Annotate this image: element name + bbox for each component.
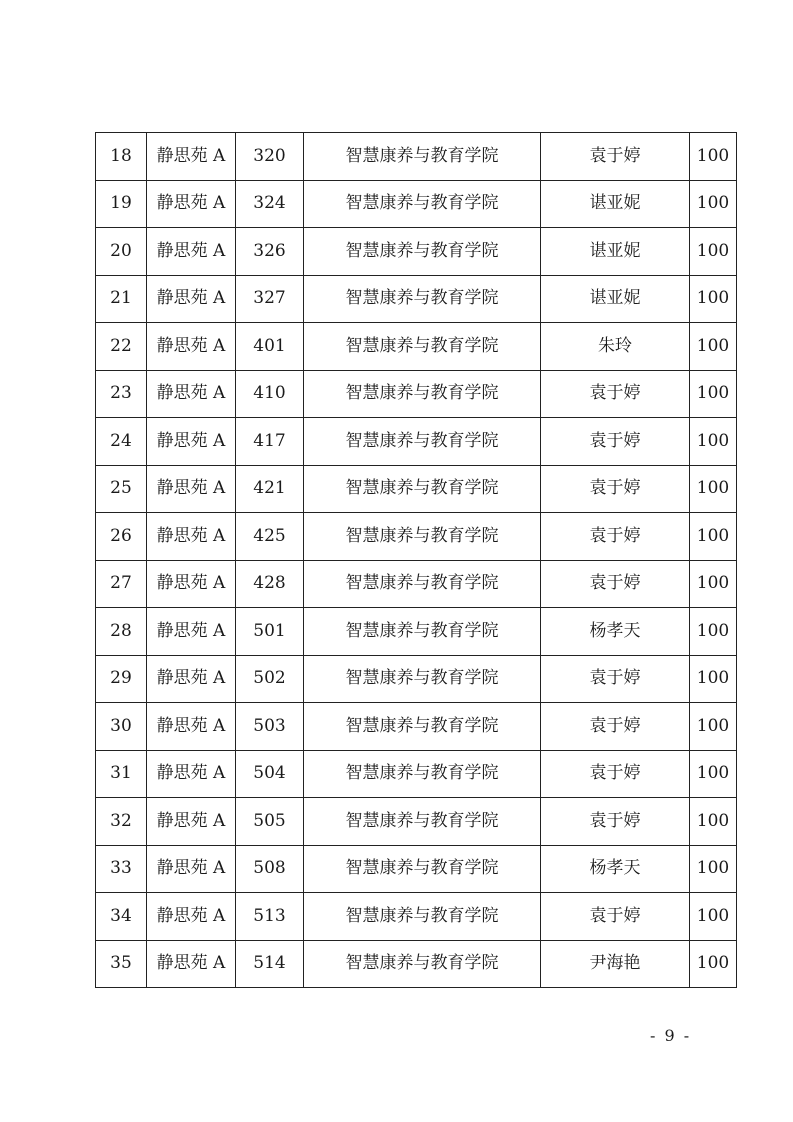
college-cell: 智慧康养与教育学院 (304, 370, 541, 418)
score-cell: 100 (690, 465, 737, 513)
table-row (96, 655, 737, 703)
person-in-charge-cell: 袁于婷 (541, 560, 690, 608)
score-cell: 100 (690, 228, 737, 276)
room-number-cell: 514 (236, 940, 304, 988)
room-number-cell: 401 (236, 323, 304, 371)
table-row (96, 893, 737, 941)
table-row (96, 560, 737, 608)
score-cell: 100 (690, 370, 737, 418)
score-cell: 100 (690, 940, 737, 988)
row-number-cell: 22 (96, 323, 147, 371)
room-number-cell: 410 (236, 370, 304, 418)
person-in-charge-cell: 谌亚妮 (541, 180, 690, 228)
room-number-cell: 503 (236, 703, 304, 751)
row-number-cell: 27 (96, 560, 147, 608)
score-cell: 100 (690, 133, 737, 181)
row-number-cell: 33 (96, 845, 147, 893)
person-in-charge-cell: 袁于婷 (541, 655, 690, 703)
row-number-cell: 30 (96, 703, 147, 751)
row-number-cell: 29 (96, 655, 147, 703)
row-number-cell: 35 (96, 940, 147, 988)
score-cell: 100 (690, 655, 737, 703)
score-cell: 100 (690, 513, 737, 561)
person-in-charge-cell: 袁于婷 (541, 465, 690, 513)
college-cell: 智慧康养与教育学院 (304, 750, 541, 798)
room-number-cell: 326 (236, 228, 304, 276)
college-cell: 智慧康养与教育学院 (304, 275, 541, 323)
person-in-charge-cell: 杨孝天 (541, 845, 690, 893)
college-cell: 智慧康养与教育学院 (304, 655, 541, 703)
score-cell: 100 (690, 180, 737, 228)
score-cell: 100 (690, 275, 737, 323)
college-cell: 智慧康养与教育学院 (304, 608, 541, 656)
table-body (96, 133, 737, 988)
page-number: - 9 - (650, 1026, 692, 1045)
room-number-cell: 502 (236, 655, 304, 703)
room-number-cell: 428 (236, 560, 304, 608)
table-row (96, 513, 737, 561)
table-row (96, 370, 737, 418)
table-row (96, 798, 737, 846)
building-cell: 静思苑 A (147, 323, 236, 371)
college-cell: 智慧康养与教育学院 (304, 133, 541, 181)
building-cell: 静思苑 A (147, 893, 236, 941)
person-in-charge-cell: 尹海艳 (541, 940, 690, 988)
person-in-charge-cell: 朱玲 (541, 323, 690, 371)
row-number-cell: 23 (96, 370, 147, 418)
dormitory-score-table (95, 132, 737, 988)
table-row (96, 703, 737, 751)
row-number-cell: 18 (96, 133, 147, 181)
building-cell: 静思苑 A (147, 513, 236, 561)
room-number-cell: 417 (236, 418, 304, 466)
table-row (96, 323, 737, 371)
building-cell: 静思苑 A (147, 560, 236, 608)
table-row (96, 845, 737, 893)
building-cell: 静思苑 A (147, 180, 236, 228)
score-cell: 100 (690, 798, 737, 846)
college-cell: 智慧康养与教育学院 (304, 228, 541, 276)
room-number-cell: 505 (236, 798, 304, 846)
building-cell: 静思苑 A (147, 275, 236, 323)
person-in-charge-cell: 袁于婷 (541, 133, 690, 181)
score-cell: 100 (690, 893, 737, 941)
score-cell: 100 (690, 418, 737, 466)
person-in-charge-cell: 杨孝天 (541, 608, 690, 656)
person-in-charge-cell: 袁于婷 (541, 798, 690, 846)
college-cell: 智慧康养与教育学院 (304, 180, 541, 228)
building-cell: 静思苑 A (147, 845, 236, 893)
college-cell: 智慧康养与教育学院 (304, 940, 541, 988)
building-cell: 静思苑 A (147, 940, 236, 988)
building-cell: 静思苑 A (147, 798, 236, 846)
college-cell: 智慧康养与教育学院 (304, 465, 541, 513)
table-row (96, 275, 737, 323)
room-number-cell: 513 (236, 893, 304, 941)
table-row (96, 750, 737, 798)
score-cell: 100 (690, 323, 737, 371)
dormitory-score-table-container (95, 132, 734, 988)
score-cell: 100 (690, 608, 737, 656)
person-in-charge-cell: 袁于婷 (541, 750, 690, 798)
room-number-cell: 425 (236, 513, 304, 561)
table-row (96, 418, 737, 466)
building-cell: 静思苑 A (147, 228, 236, 276)
building-cell: 静思苑 A (147, 418, 236, 466)
row-number-cell: 24 (96, 418, 147, 466)
score-cell: 100 (690, 560, 737, 608)
college-cell: 智慧康养与教育学院 (304, 703, 541, 751)
row-number-cell: 31 (96, 750, 147, 798)
person-in-charge-cell: 谌亚妮 (541, 275, 690, 323)
row-number-cell: 21 (96, 275, 147, 323)
room-number-cell: 327 (236, 275, 304, 323)
table-row (96, 133, 737, 181)
building-cell: 静思苑 A (147, 465, 236, 513)
room-number-cell: 501 (236, 608, 304, 656)
person-in-charge-cell: 袁于婷 (541, 370, 690, 418)
row-number-cell: 26 (96, 513, 147, 561)
person-in-charge-cell: 袁于婷 (541, 703, 690, 751)
score-cell: 100 (690, 703, 737, 751)
person-in-charge-cell: 袁于婷 (541, 418, 690, 466)
row-number-cell: 28 (96, 608, 147, 656)
person-in-charge-cell: 谌亚妮 (541, 228, 690, 276)
room-number-cell: 508 (236, 845, 304, 893)
room-number-cell: 421 (236, 465, 304, 513)
room-number-cell: 504 (236, 750, 304, 798)
building-cell: 静思苑 A (147, 133, 236, 181)
building-cell: 静思苑 A (147, 370, 236, 418)
person-in-charge-cell: 袁于婷 (541, 513, 690, 561)
college-cell: 智慧康养与教育学院 (304, 798, 541, 846)
college-cell: 智慧康养与教育学院 (304, 323, 541, 371)
building-cell: 静思苑 A (147, 703, 236, 751)
college-cell: 智慧康养与教育学院 (304, 893, 541, 941)
college-cell: 智慧康养与教育学院 (304, 560, 541, 608)
college-cell: 智慧康养与教育学院 (304, 845, 541, 893)
row-number-cell: 20 (96, 228, 147, 276)
building-cell: 静思苑 A (147, 750, 236, 798)
room-number-cell: 324 (236, 180, 304, 228)
score-cell: 100 (690, 750, 737, 798)
row-number-cell: 32 (96, 798, 147, 846)
table-row (96, 608, 737, 656)
table-row (96, 228, 737, 276)
person-in-charge-cell: 袁于婷 (541, 893, 690, 941)
building-cell: 静思苑 A (147, 655, 236, 703)
row-number-cell: 34 (96, 893, 147, 941)
row-number-cell: 25 (96, 465, 147, 513)
score-cell: 100 (690, 845, 737, 893)
row-number-cell: 19 (96, 180, 147, 228)
table-row (96, 940, 737, 988)
college-cell: 智慧康养与教育学院 (304, 418, 541, 466)
table-row (96, 465, 737, 513)
table-row (96, 180, 737, 228)
building-cell: 静思苑 A (147, 608, 236, 656)
room-number-cell: 320 (236, 133, 304, 181)
college-cell: 智慧康养与教育学院 (304, 513, 541, 561)
